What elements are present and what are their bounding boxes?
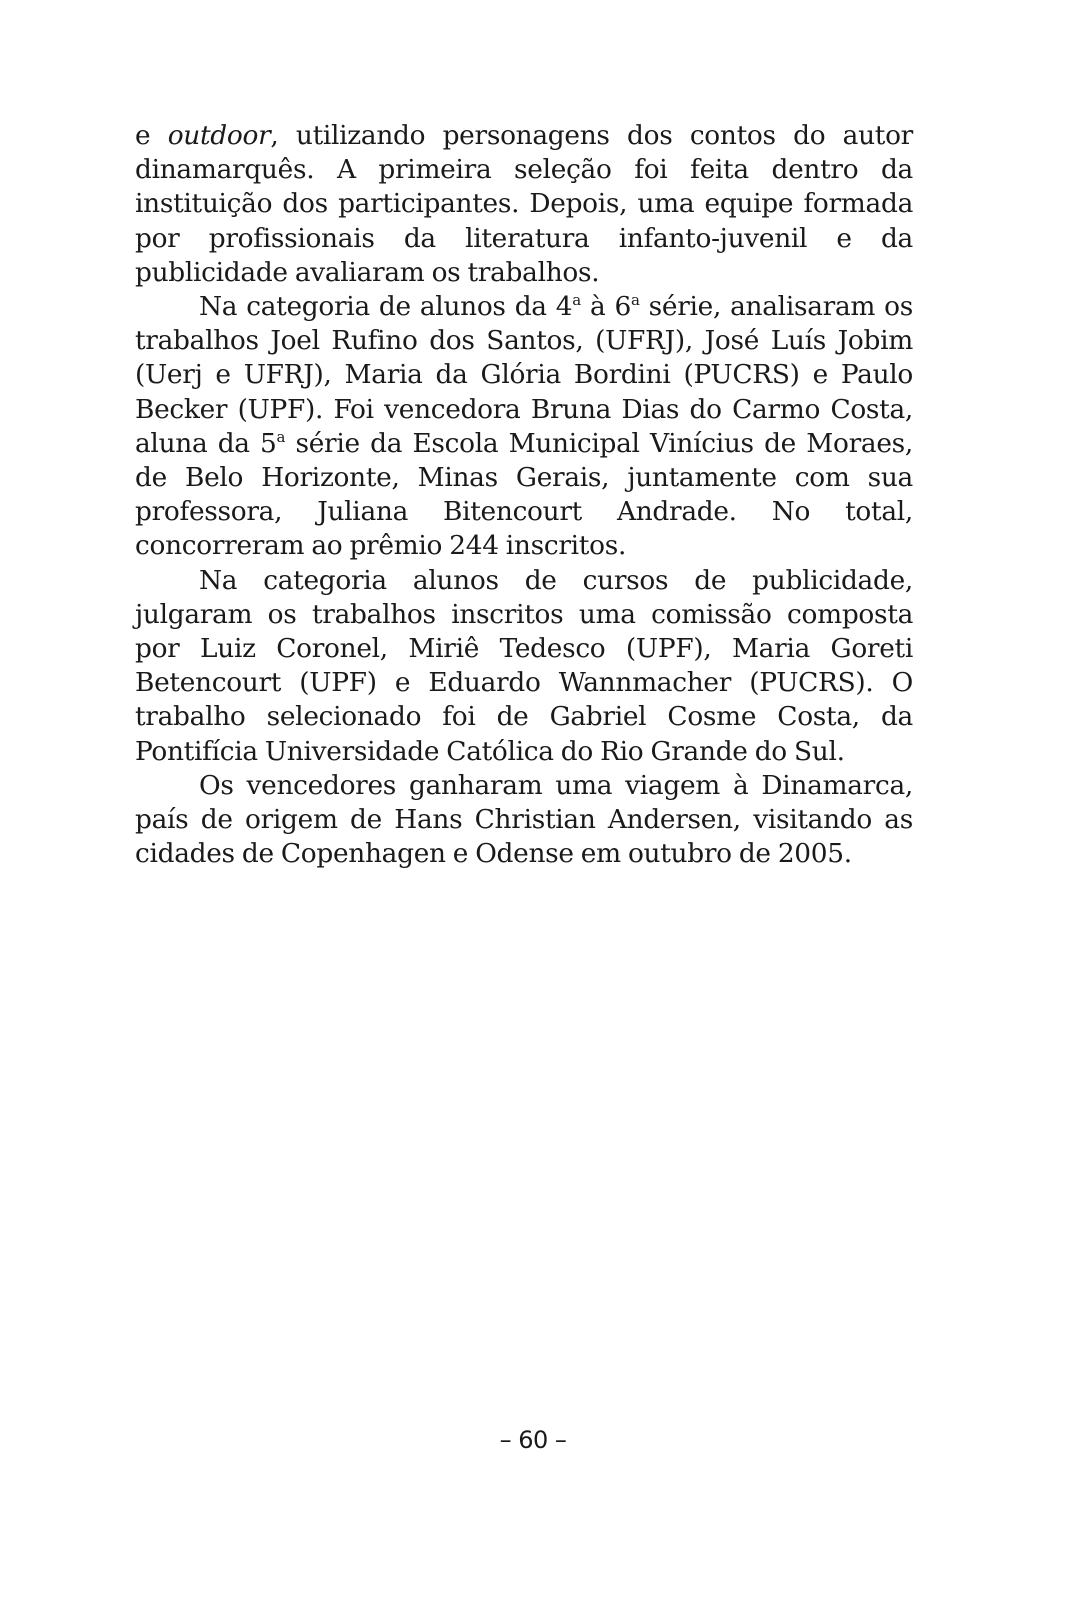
ordinal-superscript: a [630, 291, 640, 310]
ordinal-superscript: a [572, 291, 581, 310]
paragraph-4 [135, 769, 913, 872]
paragraph-3 [135, 564, 913, 769]
paragraph-1-lead: e [135, 120, 151, 151]
page-number: – 60 – [499, 1426, 567, 1454]
ordinal-superscript: a [276, 428, 286, 447]
paragraph-2-text-c: série, analisaram os trabalhos Joel Rufino dos Santos, (UFRJ), José Luís Jobim (Uerj e UFRJ), Maria da Glória Bordini (PUCRS) e Paulo Becker (UPF). Foi vencedora Bruna Dias do Carmo Costa, aluna da 5 [135, 291, 913, 459]
paragraph-1-italic-term: outdoor [167, 120, 271, 151]
paragraph-3-text: Na categoria alunos de cursos de publicidade, julgaram os trabalhos inscritos uma comissão composta por Luiz Coronel, Miriê Tedesco (UPF), Maria Goreti Betencourt (UPF) e Eduardo Wannmacher (PUCRS). O trabalho selecionado foi de Gabriel Cosme Costa, da Pontifícia Universidade Católica do Rio Grande do Sul. [135, 564, 913, 767]
paragraph-1 [135, 119, 913, 290]
paragraph-2 [135, 290, 913, 564]
body-text [135, 119, 913, 871]
paragraph-2-text-a: Na categoria de alunos da 4 [199, 291, 573, 323]
paragraph-1-text: , utilizando personagens dos contos do autor dinamarquês. A primeira seleção foi feita dentro da instituição dos participantes. Depois, uma equipe formada por profissionais da literatura infanto-juvenil e da publicidade avaliaram os trabalhos. [135, 120, 913, 288]
paragraph-2-text-b: à 6 [580, 291, 631, 323]
paragraph-4-text: Os vencedores ganharam uma viagem à Dinamarca, país de origem de Hans Christian Andersen, visitando as cidades de Copenhagen e Odense em outubro de 2005. [135, 769, 913, 870]
paragraph-2-text-d: série da Escola Municipal Vinícius de Moraes, de Belo Horizonte, Minas Gerais, juntamente com sua professora, Juliana Bitencourt Andrade. No total, concorreram ao prêmio 244 inscritos. [135, 427, 913, 562]
